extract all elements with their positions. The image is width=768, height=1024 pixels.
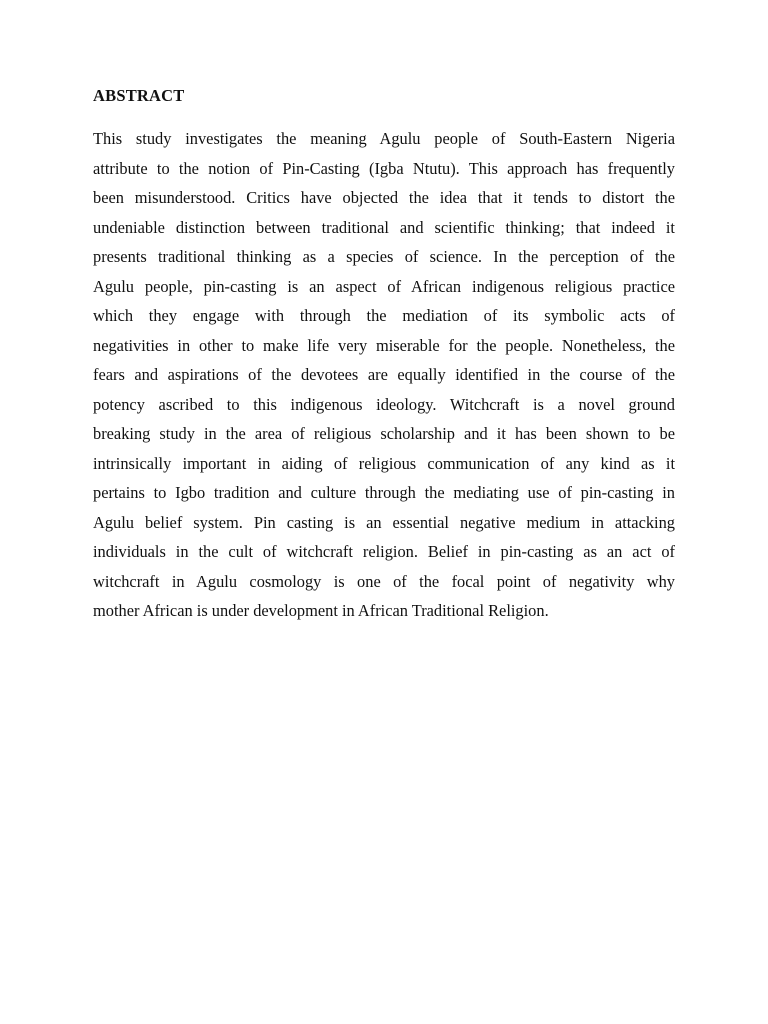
abstract-line: witchcraft in Agulu cosmology is one of the focal point of negativity why [93,571,675,591]
abstract-line: This study investigates the meaning Agulu people of South-Eastern Nigeria [93,129,675,148]
abstract-heading: ABSTRACT [93,86,185,105]
abstract-line: undeniable distinction between traditional and scientific thinking; that indeed it [93,217,675,237]
abstract-line: presents traditional thinking as a species of science. In the perception of the [93,247,675,266]
abstract-line: intrinsically important in aiding of religious communication of any kind as it [93,453,675,473]
abstract-line: fears and aspirations of the devotees are equally identified in the course of the [93,365,675,384]
abstract-line: been misunderstood. Critics have objected the idea that it tends to distort the [93,188,675,207]
abstract-line: which they engage with through the mediation of its symbolic acts of [93,306,675,325]
abstract-line: potency ascribed to this indigenous ideology. Witchcraft is a novel ground [93,394,675,414]
abstract-line: individuals in the cult of witchcraft religion. Belief in pin-casting as an act of [93,542,675,561]
abstract-line: breaking study in the area of religious scholarship and it has been shown to be [93,424,675,443]
abstract-line: attribute to the notion of Pin-Casting (Igba Ntutu). This approach has frequently [93,158,675,178]
abstract-line: Agulu people, pin-casting is an aspect of African indigenous religious practice [93,276,675,296]
abstract-line: pertains to Igbo tradition and culture through the mediating use of pin-casting in [93,483,675,502]
abstract-body [93,124,675,626]
abstract-line: mother African is under development in African Traditional Religion. [93,601,549,620]
abstract-line: Agulu belief system. Pin casting is an essential negative medium in attacking [93,512,675,532]
abstract-line: negativities in other to make life very miserable for the people. Nonetheless, the [93,335,675,355]
